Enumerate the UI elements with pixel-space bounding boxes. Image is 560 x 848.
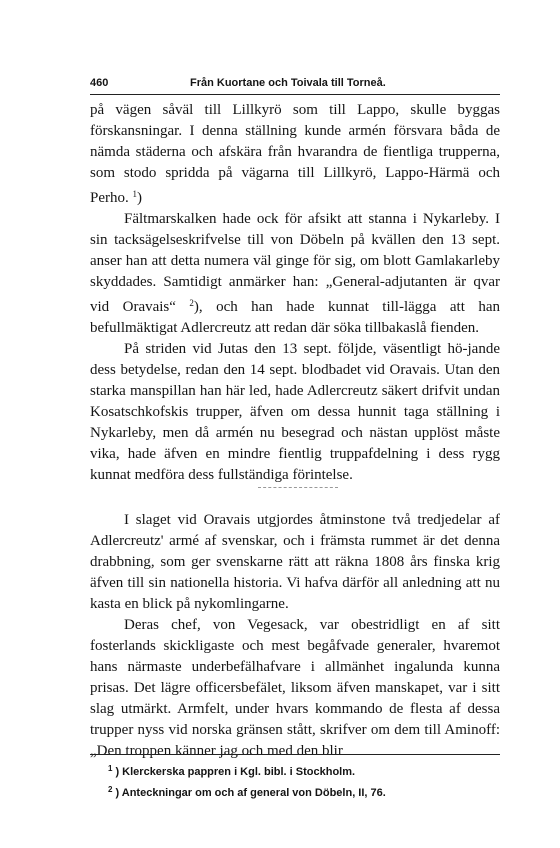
paragraph-5: Deras chef, von Vegesack, var obestridligt en af sitt fosterlands skickligaste och mest begåfvade generaler, hvaremot hans närmaste underbefälhafvare i allmänhet ingalunda kunna prisas. Det lägre officersbefälet, liksom äfven manskapet, var i sitt slag utmärkt. Armfelt, under hvars kommando de flesta af dessa trupper nyss vid norska gränsen stått, skrifver om dem till Aminoff: „Den troppen känner jag och med den blir (90, 617, 500, 759)
paragraph-2: Fältmarskalken hade ock för afsikt att stanna i Nykarleby. I sin tacksägelseskrifvelse till von Döbeln på kvällen den 13 sept. anser han att detta numera väl ginge för sig, om blott Gamlakarleby skyddades. Samtidigt anmärker han: „General-adjutanten är qvar vid Oravais“ $^2$), och han hade kunnat till-lägga att han befullmäktigat Adlercreutz att redan där söka tillbakaslå fienden. (90, 211, 500, 336)
footnote-2: $^2$ ) Anteckningar om och af general von Döbeln, II, 76. (108, 785, 386, 799)
page-number: 460 (90, 77, 109, 89)
footnote-ref-1: 1 (132, 189, 137, 199)
paragraph-3: På striden vid Jutas den 13 sept. följde, väsentligt hö-jande dess betydelse, redan den 14 sept. blodbadet vid Oravais. Utan den starka manspillan han här led, hade Adlercreutz säkert drifvit undan Kosatschkofskis trupper, äfven om dessa hunnit taga ställning i Nykarleby, men då armén nu besegrad och nästan upplöst måste vika, hade äfven en mindre fientlig truppafdelning i dess rygg kunnat medföra dess fullständiga förintelse. (90, 341, 500, 483)
footnote-1: $^1$ ) Klerckerska pappren i Kgl. bibl. i Stockholm. (108, 764, 356, 778)
paragraph-1: på vägen såväl till Lillkyrö som till Lappo, skulle byggas förskansningar. I denna ställning kunde armén försvara båda de nämda städerna och afskära från hvarandra de fientliga trupperna, som stodo spridda på vägarna till Lillkyrö, Lappo-Härmä och Perho. $^1$) (90, 102, 500, 206)
paragraph-4: I slaget vid Oravais utgjordes åtminstone två tredjedelar af Adlercreutz' armé af svenskar, och i främsta rummet är det denna drabbning, som ger svenskarne rätt att räkna 1808 års finska krig äfven till sin nationella historia. Vi hafva därför all anledning att nu kasta en blick på nykomlingarne. (90, 512, 500, 612)
main-text-bottom (90, 510, 500, 762)
footnote-ref-2: 2 (189, 298, 194, 308)
running-head (90, 77, 500, 93)
section-separator (258, 487, 338, 488)
main-text-top (90, 100, 500, 486)
footnotes (108, 760, 498, 802)
header-rule (90, 94, 500, 95)
footnote-rule (90, 754, 500, 755)
running-title: Från Kuortane och Toivala till Torneå. (190, 77, 386, 89)
